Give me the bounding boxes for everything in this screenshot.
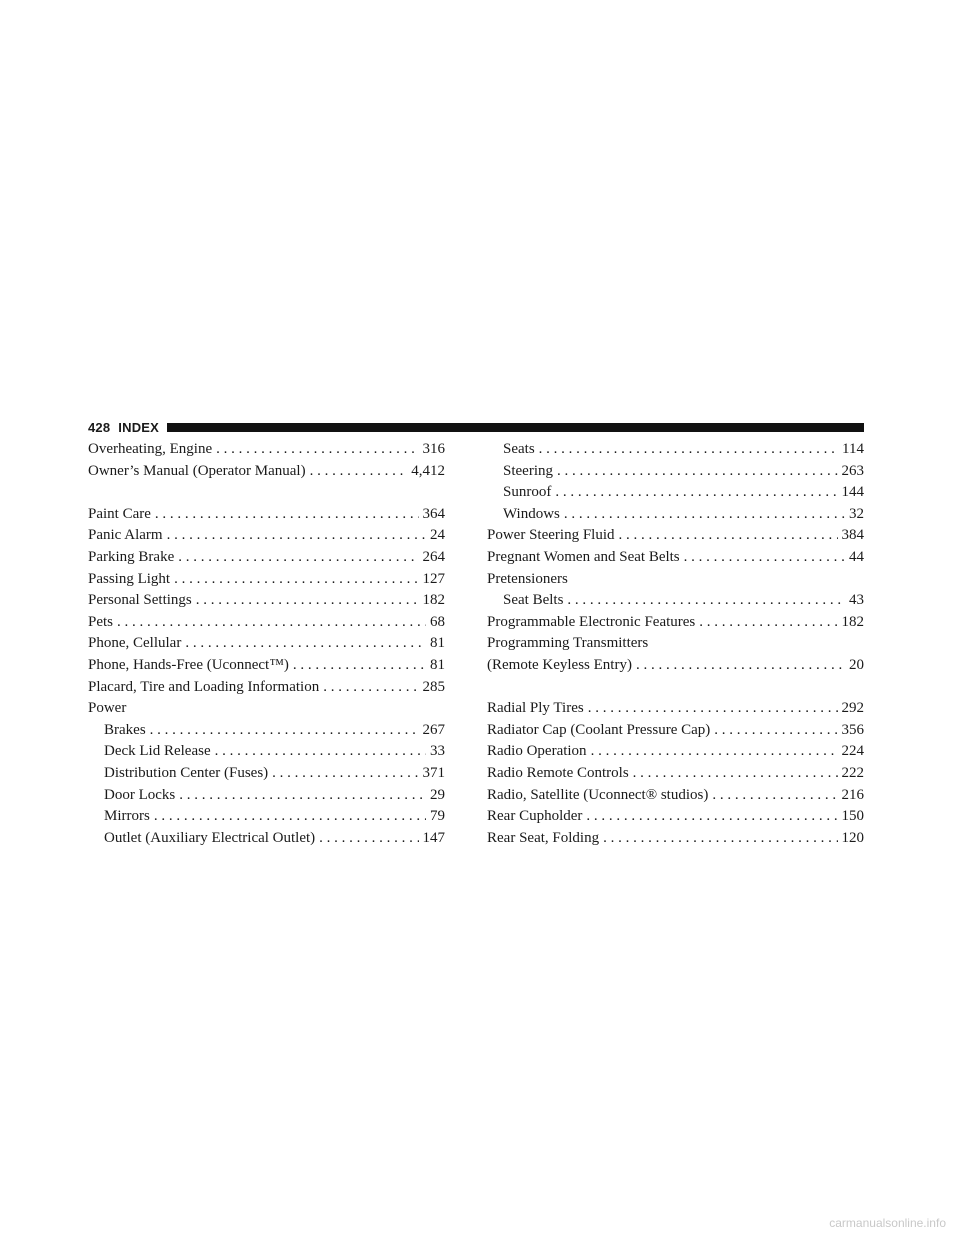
index-entry [487, 614, 864, 636]
dot-leader [178, 549, 418, 566]
dot-leader [174, 571, 418, 588]
index-subentry [88, 765, 445, 787]
entry-label: Personal Settings [88, 592, 192, 609]
dot-leader [591, 743, 838, 760]
site-watermark[interactable]: carmanualsonline.info [829, 1216, 946, 1230]
entry-label: Radial Ply Tires [487, 700, 584, 717]
dot-leader [155, 506, 419, 523]
header-rule [167, 423, 864, 432]
entry-page-number: 356 [841, 721, 864, 738]
entry-page-number: 147 [422, 829, 445, 846]
entry-page-number: 43 [849, 592, 864, 609]
entry-spacer [88, 484, 445, 506]
entry-label: Programmable Electronic Features [487, 613, 696, 630]
index-entry [88, 463, 445, 485]
entry-label: Radio Remote Controls [487, 764, 629, 781]
entry-label: Pets [88, 613, 114, 630]
entry-page-number: 32 [849, 505, 864, 522]
entry-page-number: 4,412 [411, 462, 445, 479]
dot-leader [150, 722, 419, 739]
dot-leader [196, 592, 419, 609]
index-entry [88, 657, 445, 679]
index-entry [88, 635, 445, 657]
index-entry [487, 571, 864, 593]
index-entry [487, 765, 864, 787]
entry-page-number: 216 [841, 786, 864, 803]
dot-leader [215, 743, 426, 760]
index-entry [487, 635, 864, 657]
entry-label: (Remote Keyless Entry) [487, 656, 632, 673]
dot-leader [154, 808, 426, 825]
entry-label: Door Locks [104, 786, 176, 803]
entry-page-number: 263 [841, 462, 864, 479]
entry-label: Placard, Tire and Loading Information [88, 678, 320, 695]
entry-page-number: 316 [422, 441, 445, 457]
index-entry [487, 700, 864, 722]
dot-leader [603, 830, 837, 847]
entry-page-number: 150 [841, 808, 864, 825]
dot-leader [586, 808, 837, 825]
index-entry [88, 441, 445, 463]
section-title: INDEX [118, 419, 160, 435]
dot-leader [323, 679, 418, 696]
index-entry [487, 722, 864, 744]
index-entry [487, 549, 864, 571]
dot-leader [555, 484, 837, 501]
dot-leader [557, 463, 838, 480]
entry-label: Rear Seat, Folding [487, 829, 600, 846]
dot-leader [167, 527, 426, 544]
entry-page-number: 144 [841, 484, 864, 501]
entry-label: Pretensioners [487, 570, 568, 587]
dot-leader [185, 635, 426, 652]
entry-label: Mirrors [104, 808, 150, 825]
entry-label: Phone, Cellular [88, 635, 182, 652]
index-entry [487, 657, 864, 679]
index-entry [487, 830, 864, 852]
index-subentry [487, 506, 864, 528]
entry-label: Radiator Cap (Coolant Pressure Cap) [487, 721, 711, 738]
entry-label: Panic Alarm [88, 527, 163, 544]
entry-label: Seat Belts [503, 592, 564, 609]
entry-page-number: 222 [841, 764, 864, 781]
index-entry [88, 571, 445, 593]
entry-label: Distribution Center (Fuses) [104, 764, 269, 781]
index-subentry [88, 808, 445, 830]
entry-label: Steering [503, 462, 553, 479]
entry-page-number: 81 [430, 656, 445, 673]
entry-label: Windows [503, 505, 560, 522]
dot-leader [636, 657, 845, 674]
entry-label: Seats [503, 441, 535, 457]
page-header [88, 417, 864, 437]
index-entry [487, 527, 864, 549]
dot-leader [117, 614, 426, 631]
index-entry [88, 549, 445, 571]
index-entry [88, 527, 445, 549]
entry-label: Paint Care [88, 505, 151, 522]
entry-page-number: 292 [841, 700, 864, 717]
index-entry [487, 787, 864, 809]
index-subentry [487, 484, 864, 506]
entry-page-number: 182 [841, 613, 864, 630]
entry-page-number: 114 [842, 441, 864, 457]
entry-page-number: 371 [422, 764, 445, 781]
dot-leader [564, 506, 845, 523]
index-entry [487, 808, 864, 830]
dot-leader [633, 765, 838, 782]
entry-label: Radio, Satellite (Uconnect® studios) [487, 786, 709, 803]
entry-page-number: 267 [422, 721, 445, 738]
index-column-left [88, 441, 445, 851]
index-column-right [487, 441, 864, 851]
index-entry [88, 614, 445, 636]
dot-leader [712, 787, 837, 804]
entry-label: Power Steering Fluid [487, 527, 615, 544]
entry-label: Programming Transmitters [487, 635, 649, 652]
index-subentry [88, 722, 445, 744]
entry-page-number: 68 [430, 613, 445, 630]
entry-page-number: 33 [430, 743, 445, 760]
index-entry [487, 743, 864, 765]
dot-leader [319, 830, 418, 847]
dot-leader [179, 787, 426, 804]
entry-page-number: 384 [841, 527, 864, 544]
entry-label: Phone, Hands-Free (Uconnect™) [88, 656, 289, 673]
entry-page-number: 81 [430, 635, 445, 652]
dot-leader [588, 700, 838, 717]
entry-label: Overheating, Engine [88, 441, 213, 457]
index-entry [88, 700, 445, 722]
entry-page-number: 44 [849, 548, 864, 565]
entry-page-number: 24 [430, 527, 445, 544]
entry-label: Brakes [104, 721, 146, 738]
entry-label: Pregnant Women and Seat Belts [487, 548, 680, 565]
entry-label: Parking Brake [88, 548, 175, 565]
dot-leader [272, 765, 418, 782]
entry-page-number: 182 [422, 592, 445, 609]
index-subentry [487, 592, 864, 614]
dot-leader [567, 592, 845, 609]
entry-page-number: 29 [430, 786, 445, 803]
dot-leader [619, 527, 838, 544]
entry-label: Rear Cupholder [487, 808, 583, 825]
entry-page-number: 264 [422, 548, 445, 565]
entry-page-number: 127 [422, 570, 445, 587]
dot-leader [293, 657, 426, 674]
entry-page-number: 364 [422, 505, 445, 522]
entry-page-number: 20 [849, 656, 864, 673]
entry-label: Passing Light [88, 570, 171, 587]
index-subentry [487, 441, 864, 463]
index-entry [88, 679, 445, 701]
index-subentry [487, 463, 864, 485]
index-entry [88, 592, 445, 614]
entry-label: Owner’s Manual (Operator Manual) [88, 462, 306, 479]
entry-page-number: 79 [430, 808, 445, 825]
dot-leader [310, 463, 408, 480]
dot-leader [699, 614, 837, 631]
page-number: 428 [88, 419, 111, 435]
index-entry [88, 506, 445, 528]
entry-label: Deck Lid Release [104, 743, 211, 760]
entry-page-number: 285 [422, 678, 445, 695]
entry-label: Sunroof [503, 484, 552, 501]
dot-leader [714, 722, 837, 739]
entry-page-number: 120 [841, 829, 864, 846]
entry-label: Outlet (Auxiliary Electrical Outlet) [104, 829, 316, 846]
index-subentry [88, 787, 445, 809]
entry-label: Radio Operation [487, 743, 587, 760]
index-subentry [88, 830, 445, 852]
entry-page-number: 224 [841, 743, 864, 760]
entry-label: Power [88, 700, 127, 717]
dot-leader [684, 549, 845, 566]
dot-leader [539, 441, 838, 458]
dot-leader [216, 441, 418, 458]
entry-spacer [487, 679, 864, 701]
index-subentry [88, 743, 445, 765]
